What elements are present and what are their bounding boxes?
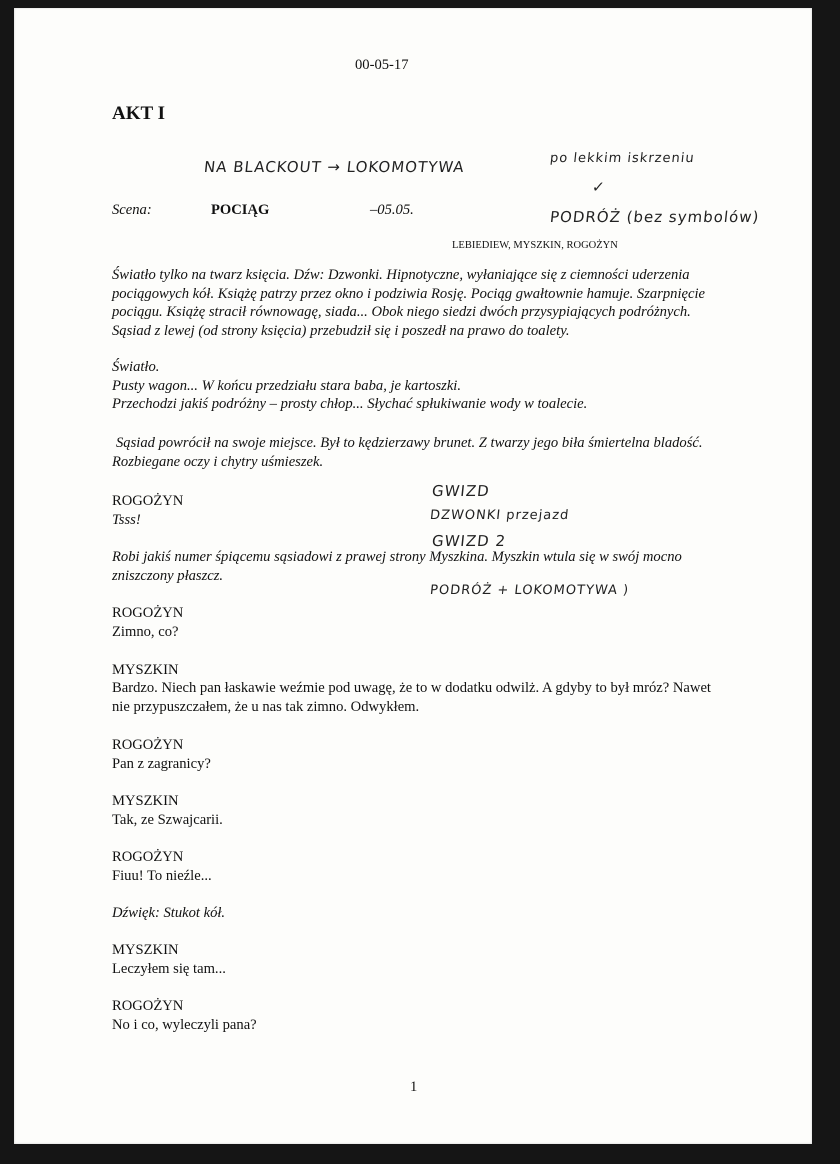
scene-name: POCIĄG — [211, 202, 270, 218]
speaker-name: ROGOŻYN — [112, 493, 184, 509]
dialogue-line: Bardzo. Niech pan łaskawie weźmie pod uwagę, że to w dodatku odwilż. A gdyby to był mróz? Nawet nie przypuszczałem, że u nas tak zimno. Odwykłem. — [112, 680, 711, 715]
dialogue-line: Tsss! — [112, 512, 141, 528]
stage-direction: Przechodzi jakiś podróżny – prosty chłop... Słychać spłukiwanie wody w toalecie. — [112, 396, 588, 412]
speaker-name: ROGOŻYN — [112, 605, 184, 621]
stage-direction: Światło. — [112, 359, 160, 375]
speaker-name: ROGOŻYN — [112, 998, 184, 1014]
handwritten-checkmark: ✓ — [591, 178, 607, 196]
handwritten-note-blackout: NA BLACKOUT → LOKOMOTYWA — [203, 158, 466, 176]
dialogue-line: Zimno, co? — [112, 624, 179, 640]
handwritten-note-lekkim: po lekkim iskrzeniu — [549, 151, 696, 166]
page-number: 1 — [410, 1079, 418, 1095]
stage-direction: Światło tylko na twarz księcia. Dźw: Dzwonki. Hipnotyczne, wyłaniające się z ciemności uderzenia pociągowych kół. Książę patrzy przez okno i podziwia Rosję. Pociąg gwałtownie hamuje. Szarpnięcie pociągu. Książę stracił równowagę, siada... Obok niego siedzi dwóch przysypiających podróżnych. Sąsiad z lewej (od strony księcia) przebudził się i poszedł na prawo do toalety. — [112, 267, 706, 339]
handwritten-note-dzwonki: DZWONKI przejazd — [429, 508, 571, 523]
stage-direction: Robi jakiś numer śpiącemu sąsiadowi z prawej strony Myszkina. Myszkin wtula się w swój mocno zniszczony płaszcz. — [112, 549, 682, 584]
speaker-name: ROGOŻYN — [112, 737, 184, 753]
speaker-name: MYSZKIN — [112, 942, 179, 958]
script-page — [14, 8, 812, 1144]
dialogue-line: Tak, ze Szwajcarii. — [112, 812, 223, 828]
dialogue-line: No i co, wyleczyli pana? — [112, 1017, 257, 1033]
scene-time: –05.05. — [370, 202, 414, 218]
act-title: AKT I — [112, 103, 165, 124]
speaker-name: ROGOŻYN — [112, 849, 184, 865]
speaker-name: MYSZKIN — [112, 793, 179, 809]
handwritten-note-podroz-lokomotywa: PODRÓŻ + LOKOMOTYWA ) — [429, 583, 630, 598]
dialogue-line: Fiuu! To nieźle... — [112, 868, 212, 884]
handwritten-note-podroz: PODRÓŻ (bez symbolów) — [549, 208, 761, 226]
handwritten-note-gwizd: GWIZD — [431, 482, 491, 500]
dialogue-line: Pan z zagranicy? — [112, 756, 211, 772]
stage-direction: Pusty wagon... W końcu przedziału stara baba, je kartoszki. — [112, 378, 462, 394]
scene-characters: LEBIEDIEW, MYSZKIN, ROGOŻYN — [452, 240, 618, 251]
speaker-name: MYSZKIN — [112, 662, 179, 678]
handwritten-note-gwizd-2: GWIZD 2 — [431, 532, 507, 550]
stage-direction: Sąsiad powrócił na swoje miejsce. Był to kędzierzawy brunet. Z twarzy jego biła śmiertelna bladość. Rozbiegane oczy i chytry uśmieszek. — [112, 435, 703, 470]
dialogue-line: Leczyłem się tam... — [112, 961, 226, 977]
stage-direction: Dźwięk: Stukot kół. — [112, 905, 226, 921]
document-date: 00-05-17 — [355, 57, 409, 73]
scene-label: Scena: — [112, 202, 152, 218]
